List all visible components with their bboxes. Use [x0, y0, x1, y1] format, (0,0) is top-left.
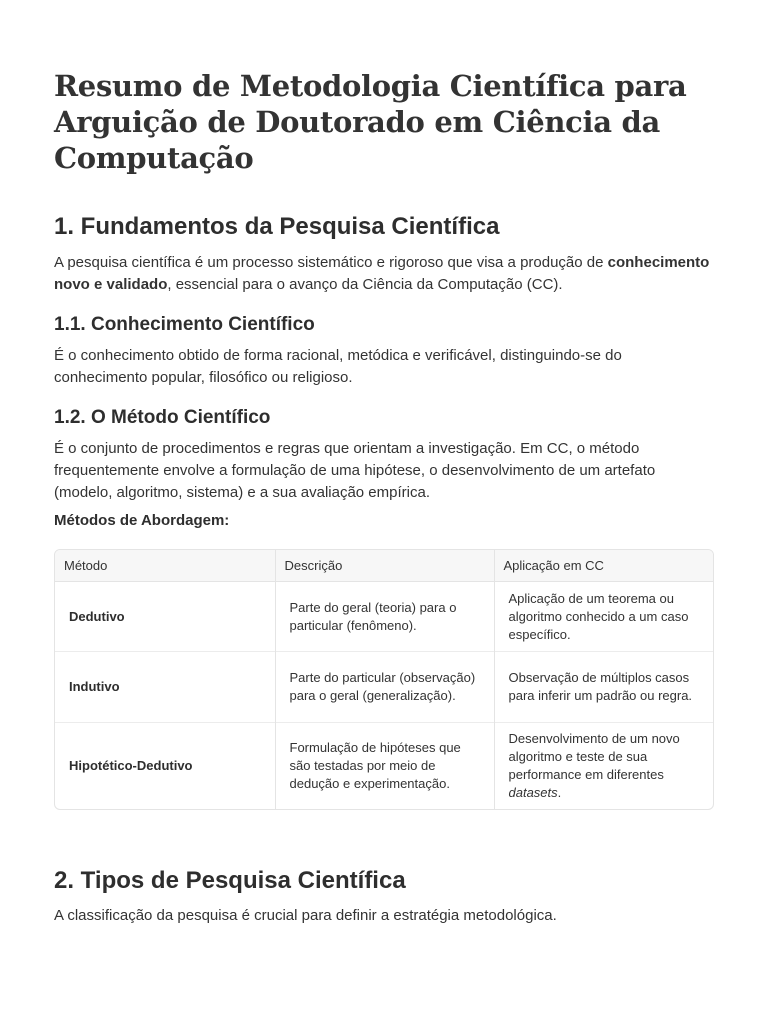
section-1-heading: 1. Fundamentos da Pesquisa Científica: [54, 213, 500, 240]
title-line-3: Computação: [54, 141, 254, 175]
section-1-1-text: É o conhecimento obtido de forma racional, metódica e verificável, distinguindo-se do conhecimento popular, filosófico ou religioso.: [54, 347, 622, 386]
method-cell: Dedutivo: [69, 608, 125, 624]
intro-text-after: , essencial para o avanço da Ciência da Computação (CC).: [167, 276, 563, 293]
title-line-1: Resumo de Metodologia Científica para: [54, 69, 687, 103]
header-application: Aplicação em CC: [494, 550, 713, 582]
title-line-2: Arguição de Doutorado em Ciência da: [54, 105, 660, 139]
section-1-intro: [54, 252, 714, 296]
application-cell: Aplicação de um teorema ou algoritmo conhecido a um caso específico.: [494, 582, 713, 652]
methods-table: [54, 549, 714, 810]
application-text-end: .: [557, 785, 562, 800]
application-cell: Observação de múltiplos casos para inferir um padrão ou regra.: [494, 652, 713, 723]
application-italic-text: datasets: [508, 785, 558, 800]
document-title: [54, 0, 714, 176]
table-header-row: [55, 550, 713, 582]
section-1-2-text: É o conjunto de procedimentos e regras que orientam a investigação. Em CC, o método frequentemente envolve a formulação de uma hipótese, o desenvolvimento de um artefato (modelo, algoritmo, sistema) e a sua avaliação empírica.: [54, 440, 656, 501]
description-cell: Parte do geral (teoria) para o particular (fenômeno).: [275, 582, 494, 652]
section-1-2-heading: 1.2. O Método Científico: [54, 407, 271, 428]
application-cell: [494, 723, 713, 810]
header-description: Descrição: [275, 550, 494, 582]
header-method: Método: [55, 550, 275, 582]
description-cell: Formulação de hipóteses que são testadas por meio de dedução e experimentação.: [275, 723, 494, 810]
intro-bold-text: conhecimento novo e validado: [54, 254, 710, 293]
section-2-heading: 2. Tipos de Pesquisa Científica: [54, 867, 406, 894]
method-cell: Hipotético-Dedutivo: [55, 723, 275, 810]
table-row: [55, 723, 713, 810]
section-1-1-heading: 1.1. Conhecimento Científico: [54, 314, 315, 335]
application-text: Desenvolvimento de um novo algoritmo e teste de sua performance em diferentes: [508, 731, 680, 782]
methods-label: Métodos de Abordagem:: [54, 512, 230, 529]
description-cell: Parte do particular (observação) para o geral (generalização).: [275, 652, 494, 723]
section-2-text: A classificação da pesquisa é crucial para definir a estratégia metodológica.: [54, 907, 557, 924]
method-cell: Indutivo: [55, 652, 275, 723]
table-row: [55, 652, 713, 723]
intro-text-before: A pesquisa científica é um processo sistemático e rigoroso que visa a produção de: [54, 254, 608, 271]
table-row: [55, 582, 713, 652]
